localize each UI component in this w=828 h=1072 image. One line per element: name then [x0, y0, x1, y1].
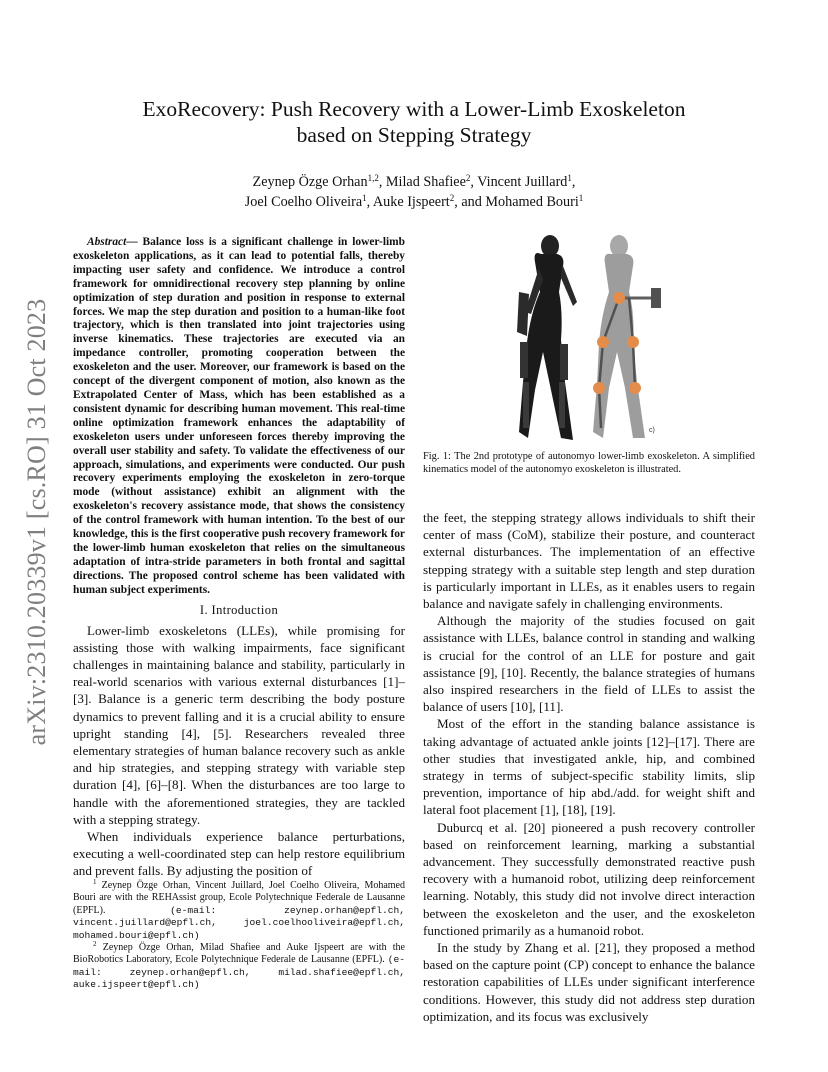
exoskeleton-photo — [423, 232, 755, 446]
user-with-exoskeleton — [517, 235, 577, 440]
affiliation-mark: 1 — [362, 193, 367, 203]
author-list — [90, 172, 738, 212]
footnote-mark: 1 — [93, 878, 97, 886]
abstract — [73, 236, 405, 598]
affiliation-mark: 2 — [449, 193, 455, 203]
title-line-1: ExoRecovery: Push Recovery with a Lower-Limb Exoskeleton — [142, 97, 686, 121]
paragraph: Most of the effort in the standing balance assistance is taking advantage of actuated ankle joints [12]–[17]. There are other studies that investigated ankle, hip, and combined strategy in terms of subject-specific stability limits, slip prevention, importance of hip abd./add. for weight shift and lateral foot placement [1], [18], [19]. — [423, 716, 755, 818]
footnote-email: (e-mail: zeynep.orhan@epfl.ch, vincent.juillard@epfl.ch, joel.coelhooliveira@epfl.ch, mohamed.bouri@epfl.ch) — [73, 904, 405, 941]
figure-exoskeleton — [423, 232, 755, 446]
paragraph: In the study by Zhang et al. [21], they proposed a method based on the capture point (CP) concept to enhance the balance restoration capabilities of LLEs under significant interference conditions. However, this study did not address step duration optimization, and its focus was exclusively — [423, 940, 755, 1024]
kinematics-model — [593, 235, 661, 438]
author-line-2 — [90, 192, 738, 212]
abstract-lead: Abstract — [87, 236, 127, 248]
footnote-mark: 2 — [93, 940, 97, 949]
ankle-joint-marker — [629, 382, 641, 394]
right-column — [423, 509, 755, 1025]
affiliation-mark: 1 — [567, 173, 572, 183]
paragraph: Although the majority of the studies focused on gait assistance with LLEs, balance control in standing and walking is crucial for the control of an LLE for posture and gait assistance [9], [10]. Recently, the balance strategies of humans also inspired researchers in the field of LLEs to assist the balance of users [10], [11]. — [423, 613, 755, 715]
author-name: , Vincent Juillard — [470, 174, 568, 190]
figure-inset-label: c) — [649, 427, 655, 434]
arxiv-identifier-text: arXiv:2310.20339v1 [cs.RO] 31 Oct 2023 — [22, 298, 51, 746]
footnotes — [73, 880, 405, 992]
arxiv-identifier — [22, 287, 51, 757]
abstract-text: — Balance loss is a significant challenge in lower-limb exoskeleton applications, as it can lead to potential falls, thereby impacting user safety and confidence. We introduce a control framework for omnidirectional recovery step planning by online optimization of step duration and position in response to external forces. We map the step duration and position to a human-like foot trajectory, which is then translated into joint trajectories using inverse kinematics. These trajectories are executed via an impedance controller, promoting cooperation between the exoskeleton and the user. Moreover, our framework is based on the concept of the divergent component of motion, also known as the Extrapolated Center of Mass, which has been established as a consistent dynamic for describing human movement. This real-time online optimization framework enhances the adaptability of exoskeleton users under unforeseen forces thereby improving the overall user stability and safety. To validate the effectiveness of our approach, simulations, and experiments were conducted. Our push recovery experiments employing the exoskeleton in zero-torque mode (without assistance) exhibit an alignment with the exoskeleton's recovery assistance mode, that shows the consistency of the control framework with human intention. To the best of our knowledge, this is the first cooperative push recovery framework for the lower-limb human exoskeleton that relies on the simultaneous adaptation of intra-stride parameters in both frontal and sagittal directions. The proposed control scheme has been validated with human subject experiments. — [73, 236, 405, 596]
footnote-2 — [73, 942, 405, 992]
affiliation-mark: 1 — [578, 193, 584, 203]
author-separator: , — [571, 174, 576, 190]
footnote-1 — [73, 880, 405, 942]
author-name: , Auke Ijspeert — [366, 194, 450, 210]
author-name: , Milad Shafiee — [378, 174, 466, 190]
left-column — [73, 236, 405, 880]
paragraph: Lower-limb exoskeletons (LLEs), while promising for assisting those with walking impairments, face significant challenges in maintaining balance and stability, particularly in real-world scenarios with various external disturbances [1]–[3]. Balance is a generic term describing the body posture dynamics to prevent falling and it is a crucial ability to ensure upright standing [4], [5]. Researchers revealed three elementary strategies of human balance recovery such as ankle and hip strategies, and stepping strategy with variable step duration [4], [6]–[8]. When the disturbances are too large to handle with the aforementioned strategies, they are tackled with a stepping strategy. — [73, 622, 405, 827]
author-line-1 — [90, 172, 738, 192]
ankle-joint-marker — [593, 382, 605, 394]
footnote-email: (e-mail: zeynep.orhan@epfl.ch, milad.shafiee@epfl.ch, auke.ijspeert@epfl.ch) — [73, 954, 405, 991]
title-line-2: based on Stepping Strategy — [296, 123, 532, 147]
section-heading-introduction: I. Introduction — [199, 602, 279, 617]
knee-joint-marker — [597, 336, 609, 348]
footnote-text: Zeynep Özge Orhan, Vincent Juillard, Joel Coelho Oliveira, Mohamed Bouri are with the REHAssist group, Ecole Polytechnique Federale de Lausanne (EPFL). — [73, 880, 405, 916]
paragraph: When individuals experience balance perturbations, executing a well-coordinated step can help restore equilibrium and prevent falls. By adjusting the position of — [73, 829, 405, 879]
footnote-text: Zeynep Özge Orhan, Milad Shafiee and Auke Ijspeert are with the BioRobotics Laboratory, Ecole Polytechnique Federale de Lausanne (EPFL). — [73, 942, 405, 966]
author-name: , and Mohamed Bouri — [454, 194, 579, 210]
hip-joint-marker — [613, 292, 625, 304]
paragraph: the feet, the stepping strategy allows individuals to shift their center of mass (CoM), stabilize their posture, and counteract external disturbances. The implementation of an effective stepping strategy with a suitable step length and step duration is particularly important in LLEs, as it enables users to regain balance and navigate safely in challenging environments. — [423, 510, 755, 612]
paper-title — [90, 96, 738, 148]
paragraph: Duburcq et al. [20] pioneered a push recovery controller based on reinforcement learning, marking a substantial advancement. They successfully demonstrated reactive push recovery with a humanoid robot, utilizing deep reinforcement learning. Notably, this study did not involve direct interaction between the exoskeleton and the user, and the exoskeleton functioned primarily as a humanoid robot. — [423, 819, 755, 938]
figure-caption: Fig. 1: The 2nd prototype of autonomyo lower-limb exoskeleton. A simplified kinematics model of the autonomyo exoskeleton is illustrated. — [423, 451, 755, 476]
affiliation-mark: 1,2 — [367, 173, 379, 183]
knee-joint-marker — [627, 336, 639, 348]
author-name: Joel Coelho Oliveira — [244, 194, 363, 210]
author-name: Zeynep Özge Orhan — [252, 174, 368, 190]
affiliation-mark: 2 — [465, 173, 471, 183]
